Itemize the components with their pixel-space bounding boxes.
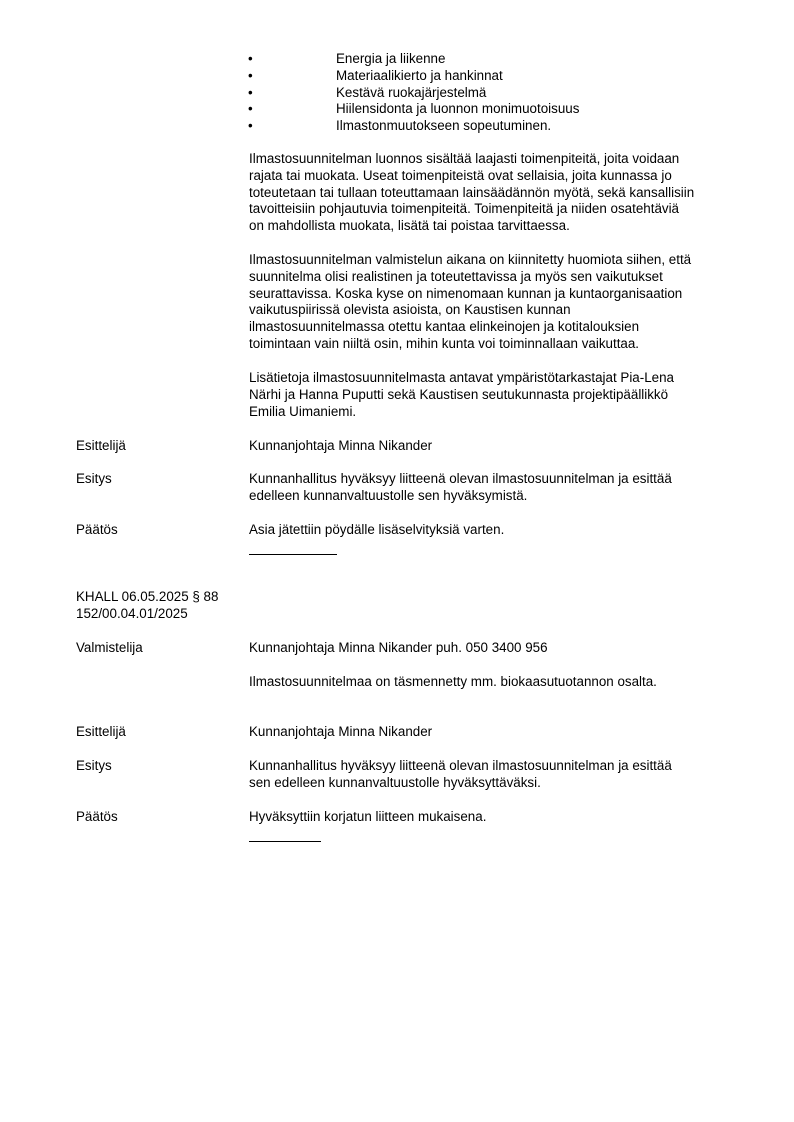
bullet-icon: • (248, 51, 253, 66)
paragraph-line: Emilia Uimaniemi. (249, 403, 357, 419)
list-item-text: Hiilensidonta ja luonnon monimuotoisuus (336, 101, 580, 117)
paragraph-line: suunnitelma olisi realistinen ja toteutettavissa ja myös sen vaikutukset (249, 268, 663, 284)
paragraph-line: toteutetaan tai tullaan toteuttamaan lainsäädännön myötä, sekä kansallisiin (249, 184, 695, 200)
paragraph-line: vaikutuspiirissä olevista asioista, on Kaustisen kunnan (249, 302, 571, 318)
paatos-value: Asia jätettiin pöydälle lisäselvityksiä varten. (249, 522, 505, 537)
revision-note: Ilmastosuunnitelmaa on täsmennetty mm. biokaasutuotannon osalta. (249, 674, 657, 689)
meeting-ref-line: KHALL 06.05.2025 § 88 (76, 589, 219, 604)
meeting-ref-line: 152/00.04.01/2025 (76, 605, 188, 621)
esitys-label: Esitys (76, 471, 112, 486)
esitys-line: sen edelleen kunnanvaltuustolle hyväksyttäväksi. (249, 774, 541, 790)
paragraph-line: ilmastosuunnitelmassa otettu kantaa elinkeinojen ja kotitalouksien (249, 319, 640, 335)
paragraph-line: on mahdollista muokata, lisätä tai poistaa tarvittaessa. (249, 218, 570, 234)
paatos-label: Päätös (76, 809, 118, 824)
list-item-text: Ilmastonmuutokseen sopeutuminen. (336, 118, 552, 134)
paragraph-line: Ilmastosuunnitelman valmistelun aikana on kiinnitetty huomiota siihen, että (249, 252, 692, 267)
paragraph-line: Närhi ja Hanna Puputti sekä Kaustisen seutukunnasta projektipäällikkö (249, 386, 669, 402)
paatos-label: Päätös (76, 522, 118, 537)
paragraph-line: Ilmastosuunnitelman luonnos sisältää laajasti toimenpiteitä, joita voidaan (249, 151, 680, 166)
esitys-text (249, 758, 741, 792)
paragraph-line: Lisätietoja ilmastosuunnitelmasta antavat ympäristötarkastajat Pia-Lena (249, 370, 675, 385)
esitys-line: Kunnanhallitus hyväksyy liitteenä olevan ilmastosuunnitelman ja esittää (249, 471, 672, 486)
bullet-icon: • (248, 84, 253, 100)
meeting-reference (76, 589, 218, 623)
bullet-icon: • (248, 67, 253, 83)
list-item-text: Energia ja liikenne (336, 51, 446, 66)
paragraph-contacts (249, 370, 741, 420)
bullet-icon: • (248, 118, 253, 134)
esitys-label: Esitys (76, 758, 112, 773)
esittelija-value: Kunnanjohtaja Minna Nikander (249, 438, 433, 453)
valmistelija-value: Kunnanjohtaja Minna Nikander puh. 050 3400 956 (249, 640, 548, 655)
paragraph-plan-contents (249, 151, 741, 235)
esittelija-label: Esittelijä (76, 438, 126, 453)
list-item-text: Kestävä ruokajärjestelmä (336, 84, 487, 100)
esitys-line: edelleen kunnanvaltuustolle sen hyväksymistä. (249, 487, 528, 503)
valmistelija-label: Valmistelija (76, 640, 143, 655)
esitys-text (249, 471, 741, 505)
esittelija-label: Esittelijä (76, 724, 126, 739)
section-end-rule (249, 554, 337, 555)
paragraph-line: rajata tai muokata. Useat toimenpiteistä ovat sellaisia, joita kunnassa jo (249, 167, 672, 183)
paragraph-line: tavoitteisiin pohjautuvia toimenpiteitä. Toimenpiteitä ja niiden osatehtäviä (249, 201, 680, 217)
paatos-value: Hyväksyttiin korjatun liitteen mukaisena. (249, 809, 487, 824)
esitys-line: Kunnanhallitus hyväksyy liitteenä olevan ilmastosuunnitelman ja esittää (249, 758, 672, 773)
list-item-text: Materiaalikierto ja hankinnat (336, 67, 503, 83)
section-end-rule (249, 841, 321, 842)
paragraph-line: seurattavissa. Koska kyse on nimenomaan kunnan ja kuntaorganisaation (249, 285, 683, 301)
bullet-icon: • (248, 101, 253, 117)
paragraph-line: toimintaan vain niiltä osin, mihin kunta voi toiminnallaan vaikuttaa. (249, 335, 640, 351)
esittelija-value: Kunnanjohtaja Minna Nikander (249, 724, 433, 739)
paragraph-plan-preparation (249, 252, 741, 353)
